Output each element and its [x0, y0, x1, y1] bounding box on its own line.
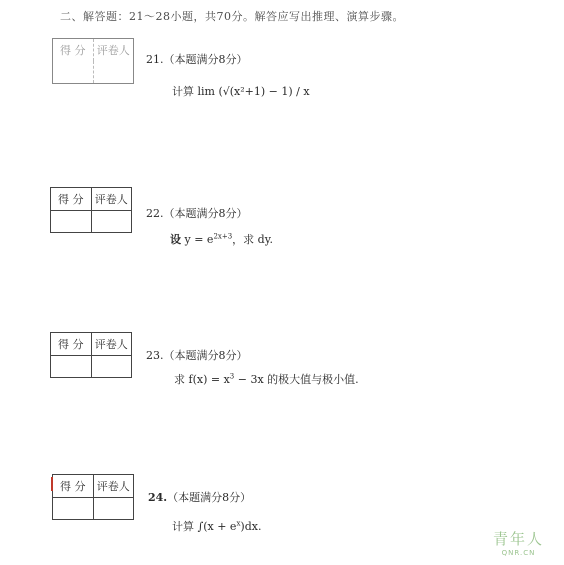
watermark-text: 青年人 [492, 530, 544, 548]
question-expression-post: − 3x 的极大值与极小值. [234, 373, 359, 386]
question-23-heading [146, 347, 248, 363]
score-label: 得 分 [58, 193, 84, 206]
score-box-header-row [53, 475, 133, 497]
question-points: （本题满分8分） [163, 349, 248, 362]
question-expression-pre: y = e [184, 233, 214, 246]
score-box-header-row [51, 333, 131, 355]
question-number: 24. [148, 491, 168, 504]
question-expression-exponent: x [236, 519, 241, 528]
question-22-heading [146, 205, 248, 221]
score-entry-cell[interactable] [53, 498, 93, 520]
grader-entry-cell[interactable] [93, 498, 134, 520]
score-box-header-row [51, 188, 131, 210]
watermark-logo [493, 528, 544, 557]
question-number: 23. [146, 349, 164, 362]
question-prefix: 设 [170, 233, 181, 246]
question-prefix: 计算 [172, 85, 194, 98]
question-expression-post: )dx. [240, 520, 262, 533]
section-title: 二、解答题：21～28小题，共70分。解答应写出推理、演算步骤。 [60, 10, 404, 23]
score-entry-cell[interactable] [51, 211, 91, 233]
question-points: （本题满分8分） [163, 207, 248, 220]
score-box-21 [52, 38, 134, 84]
question-prefix: 计算 [172, 520, 194, 533]
score-box-entry-row [51, 210, 131, 233]
question-number: 21. [146, 53, 164, 66]
question-21-heading [146, 51, 248, 67]
question-expression: lim (√(x²+1) − 1) / x [197, 85, 310, 98]
question-expression-exponent: 3 [229, 372, 235, 381]
score-label: 得 分 [60, 480, 86, 493]
score-entry-cell[interactable] [51, 356, 91, 378]
grader-entry-cell[interactable] [91, 356, 132, 378]
question-expression-pre: ∫(x + e [197, 520, 237, 533]
question-21-body [172, 83, 310, 99]
grader-label: 评卷人 [93, 39, 134, 61]
grader-entry-cell[interactable] [93, 61, 134, 83]
score-box-24 [52, 474, 134, 520]
question-expression-exponent: 2x+3 [213, 232, 233, 241]
score-box-header-row [53, 39, 133, 61]
question-24-body [172, 518, 261, 534]
score-box-entry-row [53, 61, 133, 83]
score-box-23 [50, 332, 132, 378]
question-22-body [170, 231, 273, 247]
question-expression-pre: f(x) = x [188, 373, 230, 386]
question-number: 22. [146, 207, 164, 220]
question-24-heading [148, 489, 251, 505]
score-box-entry-row [51, 355, 131, 378]
score-box-entry-row [53, 497, 133, 520]
question-expression-post: ，求 dy. [232, 233, 273, 246]
score-box-22 [50, 187, 132, 233]
grader-label: 评卷人 [91, 188, 132, 210]
red-margin-mark [51, 477, 53, 491]
grader-label: 评卷人 [93, 475, 134, 497]
score-label: 得 分 [60, 44, 86, 57]
question-points: （本题满分8分） [167, 491, 252, 504]
grader-label: 评卷人 [91, 333, 132, 355]
question-points: （本题满分8分） [163, 53, 248, 66]
score-label: 得 分 [58, 338, 84, 351]
question-23-body [174, 371, 359, 387]
score-entry-cell[interactable] [53, 61, 93, 83]
watermark-url: QNR.CN [501, 549, 536, 557]
grader-entry-cell[interactable] [91, 211, 132, 233]
question-prefix: 求 [174, 373, 185, 386]
